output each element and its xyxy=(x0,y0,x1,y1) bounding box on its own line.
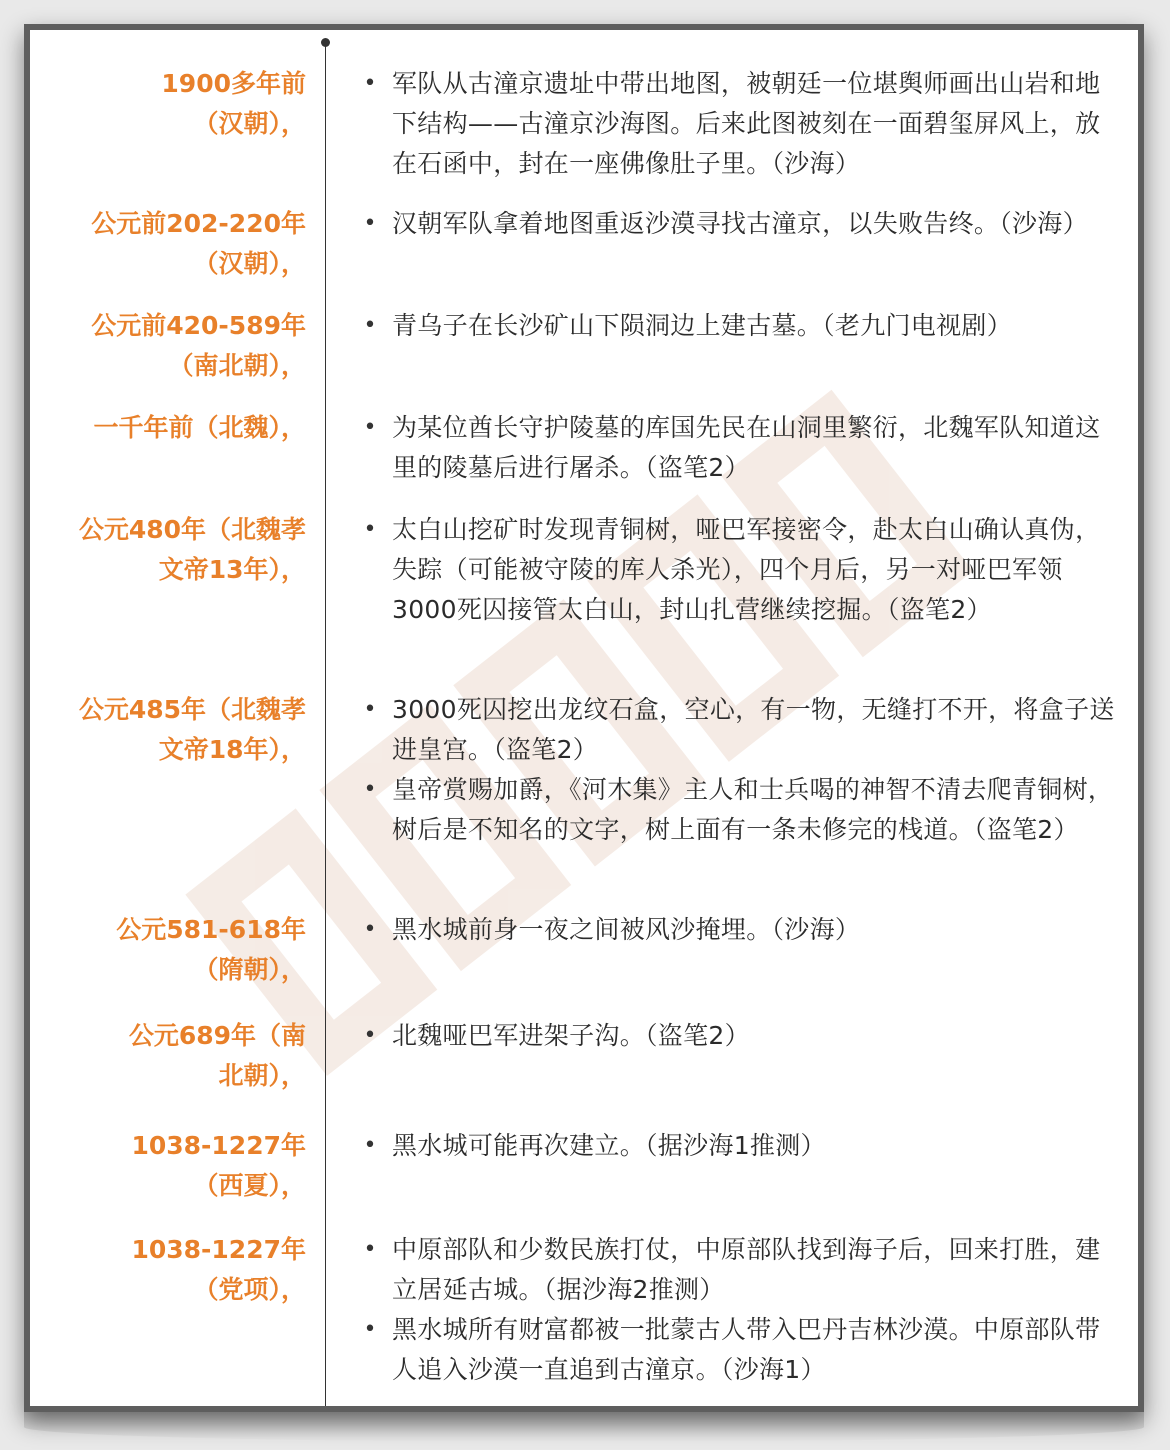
list-item xyxy=(360,510,1115,630)
entry-date: 公元前202-220年 （汉朝）， xyxy=(91,209,306,278)
list-item xyxy=(360,408,1115,488)
bullet-icon: • xyxy=(363,211,377,236)
entry-text: 为某位酋长守护陵墓的库国先民在山洞里繁衍，北魏军队知道这里的陵墓后进行屠杀。（盗笔2） xyxy=(392,413,1101,482)
timeline-divider xyxy=(325,42,326,1412)
list-item xyxy=(360,306,1115,346)
entry-text: 太白山挖矿时发现青铜树，哑巴军接密令，赴太白山确认真伪，失踪（可能被守陵的库人杀光），四个月后，另一对哑巴军领3000死囚接管太白山，封山扎营继续挖掘。（盗笔2） xyxy=(392,515,1101,624)
entry-date: 公元581-618年 （隋朝）， xyxy=(116,915,306,984)
entry-text: 中原部队和少数民族打仗，中原部队找到海子后，回来打胜，建立居延古城。（据沙海2推测） xyxy=(392,1235,1101,1304)
entry-text: 北魏哑巴军进架子沟。（盗笔2） xyxy=(392,1021,750,1050)
entry-date: 一千年前（北魏）， xyxy=(93,413,306,442)
list-item xyxy=(360,770,1115,850)
list-item xyxy=(360,690,1115,770)
bullet-icon: • xyxy=(363,415,377,440)
bullet-icon: • xyxy=(363,917,377,942)
entry-text: 黑水城可能再次建立。（据沙海1推测） xyxy=(392,1131,826,1160)
bullet-icon: • xyxy=(363,1023,377,1048)
list-item xyxy=(360,64,1115,184)
bullet-icon: • xyxy=(363,777,377,802)
bullet-icon: • xyxy=(363,697,377,722)
entry-text: 汉朝军队拿着地图重返沙漠寻找古潼京，以失败告终。（沙海） xyxy=(392,209,1088,238)
entry-date: 公元480年（北魏孝 文帝13年）， xyxy=(78,515,306,584)
list-item xyxy=(360,1126,1115,1166)
entry-text: 皇帝赏赐加爵，《河木集》主人和士兵喝的神智不清去爬青铜树，树后是不知名的文字，树上面有一条未修完的栈道。（盗笔2） xyxy=(392,775,1114,844)
frame-shadow xyxy=(24,1412,1144,1442)
bullet-icon: • xyxy=(363,1133,377,1158)
bullet-icon: • xyxy=(363,517,377,542)
entry-text: 3000死囚挖出龙纹石盒，空心，有一物，无缝打不开，将盒子送进皇宫。（盗笔2） xyxy=(392,695,1115,764)
list-item xyxy=(360,1016,1115,1056)
bullet-icon: • xyxy=(363,1237,377,1262)
entry-text: 青乌子在长沙矿山下陨洞边上建古墓。（老九门电视剧） xyxy=(392,311,1013,340)
bullet-icon: • xyxy=(363,71,377,96)
timeline-card xyxy=(24,24,1144,1412)
entry-text: 黑水城所有财富都被一批蒙古人带入巴丹吉林沙漠。中原部队带人追入沙漠一直追到古潼京。（沙海1） xyxy=(392,1315,1101,1384)
entry-date: 1038-1227年 （西夏）， xyxy=(131,1131,306,1200)
entry-date: 公元485年（北魏孝 文帝18年）， xyxy=(78,695,306,764)
list-item xyxy=(360,204,1115,244)
entry-text: 黑水城前身一夜之间被风沙掩埋。（沙海） xyxy=(392,915,861,944)
entry-date: 公元689年（南 北朝）， xyxy=(128,1021,306,1090)
bullet-icon: • xyxy=(363,313,377,338)
entry-text: 军队从古潼京遗址中带出地图，被朝廷一位堪舆师画出山岩和地下结构——古潼京沙海图。后来此图被刻在一面碧玺屏风上，放在石函中，封在一座佛像肚子里。（沙海） xyxy=(392,69,1101,178)
list-item xyxy=(360,1230,1115,1310)
list-item xyxy=(360,1310,1115,1390)
entry-date: 公元前420-589年 （南北朝）， xyxy=(91,311,306,380)
entry-date: 1900多年前 （汉朝）， xyxy=(161,69,306,138)
list-item xyxy=(360,910,1115,950)
entry-date: 1038-1227年 （党项）， xyxy=(131,1235,306,1304)
bullet-icon: • xyxy=(363,1317,377,1342)
